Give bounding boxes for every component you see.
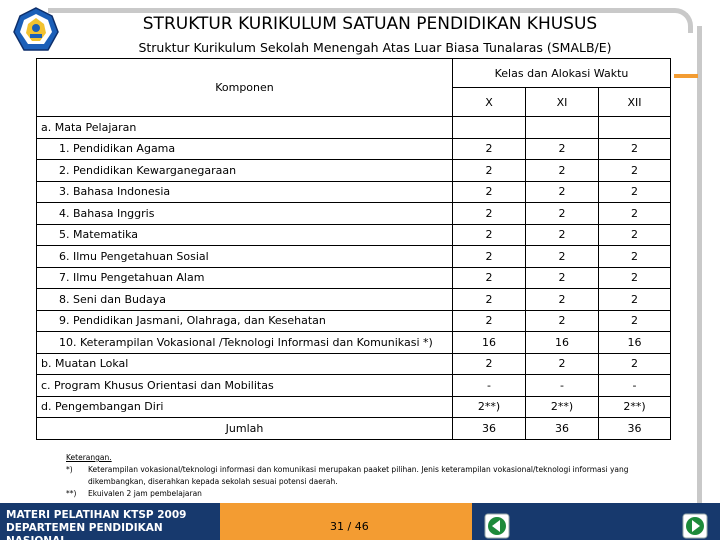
cell-x: 2 [453, 224, 526, 246]
cell-xii: 2 [599, 353, 671, 375]
footer-line-1: MATERI PELATIHAN KTSP 2009 [6, 509, 187, 521]
cell-xi: 2 [526, 138, 599, 160]
cell-xii: 2 [599, 246, 671, 268]
row-label: 7. Ilmu Pengetahuan Alam [37, 267, 453, 289]
footer-line-2: DEPARTEMEN PENDIDIKAN NASIONAL [6, 522, 163, 547]
table-row [37, 160, 671, 182]
cell-xii: 36 [599, 418, 671, 440]
table-row [37, 310, 671, 332]
table-row [37, 203, 671, 225]
page-number: 31 / 46 [330, 520, 369, 533]
cell-x: 2 [453, 160, 526, 182]
row-label: 5. Matematika [37, 224, 453, 246]
table-row-pengembangan-diri [37, 396, 671, 418]
cell-xi: 2 [526, 160, 599, 182]
row-label: 10. Keterampilan Vokasional /Teknologi Informasi dan Komunikasi *) [37, 332, 453, 354]
cell-xii: 2 [599, 289, 671, 311]
row-label: b. Muatan Lokal [37, 353, 453, 375]
cell-x: - [453, 375, 526, 397]
table-row [37, 224, 671, 246]
total-label: Jumlah [37, 418, 453, 440]
cell-xii: 2**) [599, 396, 671, 418]
cell-xii: 2 [599, 138, 671, 160]
column-header-xi: XI [526, 88, 599, 117]
note-text: Keterampilan vokasional/teknologi informasi dan komunikasi merupakan paaket pilihan. Jenis keterampilan vokasional/teknologi informasi yang dikembangkan, diserahkan kepada sekolah sesuai potensi daerah. [88, 465, 629, 486]
slide-accent-bar [674, 74, 698, 78]
slide-frame-right [697, 26, 702, 506]
table-row-program-khusus [37, 375, 671, 397]
row-label: c. Program Khusus Orientasi dan Mobilitas [37, 375, 453, 397]
previous-arrow-icon[interactable] [484, 513, 510, 539]
page-subtitle: Struktur Kurikulum Sekolah Menengah Atas Luar Biasa Tunalaras (SMALB/E) [138, 40, 612, 55]
column-header-x: X [453, 88, 526, 117]
cell-x: 2 [453, 353, 526, 375]
cell-xi: 2 [526, 310, 599, 332]
row-label: 9. Pendidikan Jasmani, Olahraga, dan Kesehatan [37, 310, 453, 332]
cell-xi: 2 [526, 181, 599, 203]
row-label: 8. Seni dan Budaya [37, 289, 453, 311]
row-label: 1. Pendidikan Agama [37, 138, 453, 160]
note-mark: **) [66, 489, 77, 498]
page-title: STRUKTUR KURIKULUM SATUAN PENDIDIKAN KHUSUS [142, 14, 598, 34]
cell-x: 2 [453, 203, 526, 225]
section-row-mata-pelajaran [37, 117, 671, 139]
cell-x: 2 [453, 138, 526, 160]
footer-brand [6, 509, 218, 548]
note-item [66, 488, 666, 500]
table-row [37, 246, 671, 268]
notes [66, 452, 666, 500]
cell-xii: 2 [599, 224, 671, 246]
cell-xi: 16 [526, 332, 599, 354]
cell-xi: 36 [526, 418, 599, 440]
cell-xi: 2 [526, 246, 599, 268]
table-row [37, 267, 671, 289]
cell-x: 2 [453, 289, 526, 311]
table-row-muatan-lokal [37, 353, 671, 375]
component-header: Komponen [37, 59, 453, 117]
cell-x: 2 [453, 246, 526, 268]
cell-xii: 2 [599, 203, 671, 225]
cell-xii: 2 [599, 267, 671, 289]
row-label: 2. Pendidikan Kewarganegaraan [37, 160, 453, 182]
cell-xii: 2 [599, 181, 671, 203]
row-label: d. Pengembangan Diri [37, 396, 453, 418]
cell-xi: 2 [526, 289, 599, 311]
cell-xii: 2 [599, 310, 671, 332]
cell-x: 16 [453, 332, 526, 354]
footer-bar [0, 503, 720, 547]
table-row [37, 289, 671, 311]
table-row [37, 138, 671, 160]
table-row-jumlah [37, 418, 671, 440]
section-label: a. Mata Pelajaran [37, 117, 453, 139]
next-arrow-icon[interactable] [682, 513, 708, 539]
cell-x: 2 [453, 267, 526, 289]
row-label: 3. Bahasa Indonesia [37, 181, 453, 203]
cell-x: 2 [453, 181, 526, 203]
curriculum-table [36, 58, 671, 440]
notes-heading: Keterangan. [66, 453, 112, 462]
cell-xii: - [599, 375, 671, 397]
cell-x: 2 [453, 310, 526, 332]
cell-xi: 2 [526, 203, 599, 225]
tut-wuri-handayani-logo-icon [8, 6, 64, 56]
row-label: 6. Ilmu Pengetahuan Sosial [37, 246, 453, 268]
note-item [66, 464, 666, 488]
cell-xi: 2 [526, 224, 599, 246]
note-mark: *) [66, 465, 73, 474]
cell-xi: 2**) [526, 396, 599, 418]
cell-x: 36 [453, 418, 526, 440]
cell-xi: 2 [526, 353, 599, 375]
table-row [37, 332, 671, 354]
class-allocation-header: Kelas dan Alokasi Waktu [453, 59, 671, 88]
cell-xi: 2 [526, 267, 599, 289]
cell-xii: 16 [599, 332, 671, 354]
cell-xii: 2 [599, 160, 671, 182]
note-text: Ekuivalen 2 jam pembelajaran [88, 489, 202, 498]
cell-x: 2**) [453, 396, 526, 418]
column-header-xii: XII [599, 88, 671, 117]
table-row [37, 181, 671, 203]
cell-xi: - [526, 375, 599, 397]
row-label: 4. Bahasa Inggris [37, 203, 453, 225]
